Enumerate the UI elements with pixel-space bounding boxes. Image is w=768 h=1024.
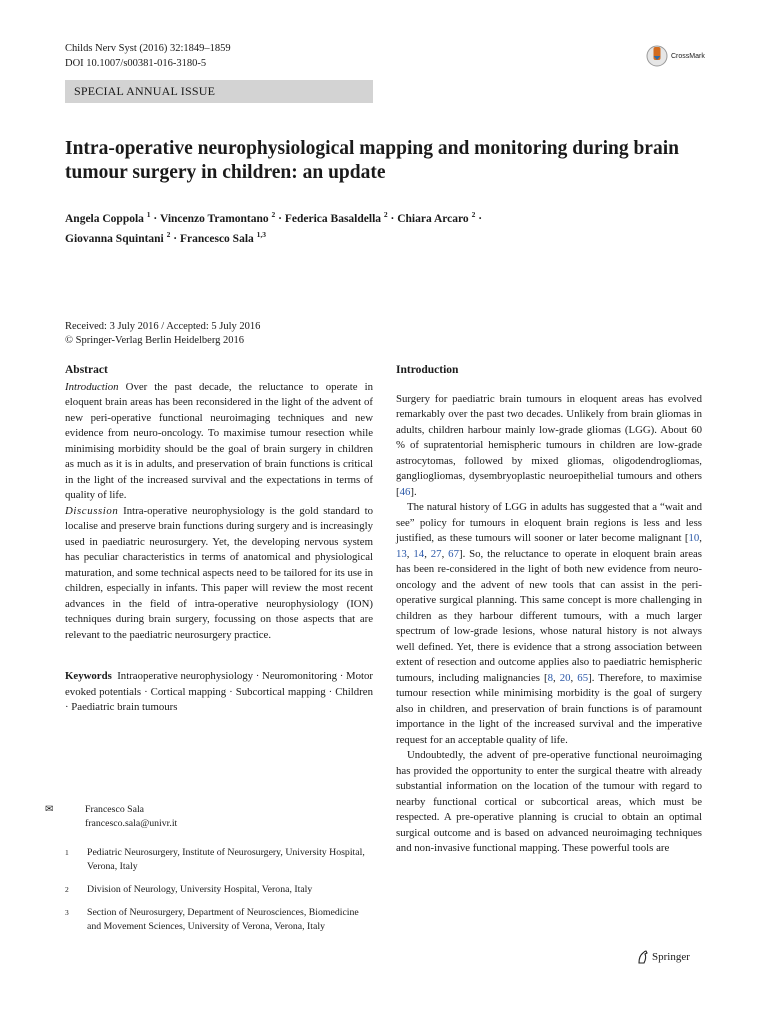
affiliation-number: 3 bbox=[65, 908, 69, 917]
affiliation-item bbox=[65, 906, 375, 934]
reference-link[interactable]: 46 bbox=[399, 485, 411, 498]
reference-link[interactable]: 20 bbox=[559, 671, 571, 684]
crossmark-label: CrossMark bbox=[671, 52, 705, 60]
journal-citation: Childs Nerv Syst (2016) 32:1849–1859 bbox=[65, 43, 231, 54]
abstract-heading: Abstract bbox=[65, 364, 108, 376]
affiliations bbox=[65, 846, 375, 943]
intro-p2-b: ]. So, the reluctance to operate in eloquent brain areas has been re-considered in the light of both new evidence from neuro-oncology and the advent of new tools that can assist in the peri-operative surgical planning. This same concept is more challenging in children as they harbour different tumours, with a much larger spectrum of low-grade lesions, whose natural history is not always well defined. Yet, there is evidence that a strong association between extent of resection and outcome applies also to paediatric hemispheric tumours, including malignancies [ bbox=[396, 547, 702, 684]
author-affiliation: 2 bbox=[471, 210, 476, 219]
author-list: Angela Coppola $^1$ · Vincenzo Tramontano $^2$ · Federica Basaldella $^2$ · Chiara Arcaro $^2$ · Giovanna Squintani $^2$ · Francesco Sala $^{1,3}$ bbox=[65, 210, 483, 245]
author-name[interactable]: Federica Basaldella bbox=[284, 213, 382, 225]
intro-paragraph-3: Undoubtedly, the advent of pre-operative functional neuroimaging has provided the opportunity to enter the surgical theatre with already substantial information on the location of the tumour with regard to nearby functional cortical or subcortical areas, which must be respected. A pre-operative planning is crucial to obtain an optimal surgical outcome and is based on advanced neuroimaging techniques and non-invasive functional mapping. These powerful tools are bbox=[396, 749, 702, 854]
intro-p1-text: Surgery for paediatric brain tumours in eloquent areas has evolved remarkably over the past two decades. Unlikely from brain gliomas in adults, children harbour mainly low-grade gliomas (LGG). About 60 % of supratentorial hemispheric tumours in children are low-grade astrocytomas, followed by mixed gliomas, oligodendrogliomas, gangliogliomas, dysembryoplastic neuroepithelial tumours and others [ bbox=[396, 392, 702, 498]
keywords bbox=[65, 669, 373, 716]
author-affiliation: 2 bbox=[166, 230, 171, 239]
reference-link[interactable]: 14 bbox=[413, 547, 425, 560]
springer-horse-icon bbox=[637, 950, 649, 964]
author-name[interactable]: Angela Coppola bbox=[65, 213, 144, 225]
author-name[interactable]: Vincenzo Tramontano bbox=[159, 213, 269, 225]
article-dates bbox=[65, 320, 260, 348]
affiliation-item bbox=[65, 846, 375, 874]
reference-link[interactable]: 8 bbox=[547, 671, 553, 684]
abstract-discussion bbox=[65, 504, 373, 644]
author-affiliation: 2 bbox=[383, 210, 388, 219]
reference-link[interactable]: 27 bbox=[430, 547, 442, 560]
intro-paragraph-1 bbox=[396, 392, 702, 501]
correspondence bbox=[45, 803, 373, 831]
abstract-intro-text: Over the past decade, the reluctance to operate in eloquent brain areas has been reconsidered in the light of the advent of new peri-operative functional neuroimaging techniques and new evidence from neuro-oncology. To maximise tumour resection while minimising morbidity should be the goal of brain surgery in children as much as it is in adults, and preservation of brain functions is critical in the light of the increased survival and the expectations in terms of quality of life. bbox=[65, 380, 373, 501]
publisher-name: Springer bbox=[652, 951, 690, 963]
abstract-introduction bbox=[65, 380, 373, 504]
reference-link[interactable]: 13 bbox=[396, 547, 407, 560]
author-affiliation: 2 bbox=[271, 210, 276, 219]
journal-citation-block bbox=[65, 41, 231, 71]
affiliation-item bbox=[65, 883, 375, 897]
correspondence-email[interactable]: francesco.sala@univr.it bbox=[85, 818, 178, 829]
intro-p1-end: ]. bbox=[410, 485, 417, 498]
intro-paragraph-2: The natural history of LGG in adults has suggested that a “wait and see” policy for tumours in eloquent brain regions is less and less justified, as these tumours will sooner or later become malignant [10, 13, 14, 27, 67]. So, the reluctance to operate in eloquent brain areas has been re-considered in the light of both new evidence from neuro-oncology and the advent of new tools that can assist in the peri-operative surgical planning. This same concept is more challenging in children as they harbour different tumours, with a much larger spectrum of low-grade lesions, whose natural history is not always well defined. Yet, there is evidence that a strong association between extent of resection and outcome applies also to paediatric hemispheric tumours, including malignancies [8, 20, 65]. Therefore, to maximise tumour resection while minimising morbidity is the goal of surgery also in children, and preservation of brain functions is of paramount importance in the light of the increased survival and the imperative request for an acceptable quality of life. bbox=[396, 501, 702, 746]
intro-p2-c: ]. Therefore, to maximise tumour resection while minimising morbidity is the goal of surgery also in children, and preservation of brain functions is of paramount importance in the light of the increased survival and the imperative request for an acceptable quality of life. bbox=[396, 671, 702, 746]
author-affiliation: 1,3 bbox=[256, 230, 267, 239]
affiliation-text: Pediatric Neurosurgery, Institute of Neurosurgery, University Hospital, Verona, Italy bbox=[87, 847, 365, 872]
introduction-section bbox=[396, 363, 702, 857]
doi[interactable]: DOI 10.1007/s00381-016-3180-5 bbox=[65, 58, 207, 69]
copyright: © Springer-Verlag Berlin Heidelberg 2016 bbox=[65, 335, 245, 346]
introduction-heading: Introduction bbox=[396, 364, 459, 376]
abstract-discussion-text: Intra-operative neurophysiology is the gold standard to localise and preserve brain functions during surgery and is increasingly used in paediatric neurosurgery. Yet, the developing nervous system has peculiar characteristics in terms of anatomical and physiological maturation, and some technical aspects need to be tailored for its use in children, especially in infants. This paper will review the most recent advances in the field of intra-operative neurophysiology (ION) techniques during brain surgery, focussing on those aspects that are relevant to the paediatric neurosurgery practice. bbox=[65, 504, 373, 641]
abstract-discussion-label: Discussion bbox=[65, 504, 119, 517]
author-name[interactable]: Francesco Sala bbox=[179, 233, 254, 245]
reference-link[interactable]: 10 bbox=[688, 532, 700, 544]
received-accepted: Received: 3 July 2016 / Accepted: 5 July 2016 bbox=[65, 321, 261, 332]
affiliation-text: Section of Neurosurgery, Department of Neurosciences, Biomedicine and Movement Sciences, University of Verona, Verona, Italy bbox=[87, 907, 359, 932]
keywords-label: Keywords bbox=[65, 670, 112, 682]
reference-link[interactable]: 67 bbox=[448, 547, 459, 560]
crossmark-badge[interactable] bbox=[646, 43, 705, 69]
correspondence-name: Francesco Sala bbox=[85, 804, 145, 815]
intro-p2-a: The natural history of LGG in adults has suggested that a “wait and see” policy for tumours in eloquent brain regions is less and less justified, as these tumours will sooner or later become malignant [ bbox=[396, 501, 702, 544]
springer-logo bbox=[637, 950, 690, 964]
author-name[interactable]: Chiara Arcaro bbox=[397, 213, 469, 225]
crossmark-icon bbox=[646, 43, 668, 69]
envelope-icon: ✉ bbox=[45, 804, 54, 815]
affiliation-number: 2 bbox=[65, 885, 69, 894]
special-issue-banner: SPECIAL ANNUAL ISSUE bbox=[65, 80, 373, 103]
author-affiliation: 1 bbox=[146, 210, 151, 219]
keywords-text: Intraoperative neurophysiology · Neuromonitoring · Motor evoked potentials · Cortical mapping · Subcortical mapping · Children · Paediatric brain tumours bbox=[65, 670, 373, 713]
affiliation-number: 1 bbox=[65, 848, 69, 857]
abstract-section bbox=[65, 363, 373, 716]
abstract-intro-label: Introduction bbox=[65, 380, 119, 393]
author-name[interactable]: Giovanna Squintani bbox=[65, 233, 164, 245]
correspondence-name-row bbox=[45, 803, 373, 817]
article-title: Intra-operative neurophysiological mapping and monitoring during brain tumour surgery in children: an update bbox=[65, 138, 679, 183]
affiliation-text: Division of Neurology, University Hospital, Verona, Italy bbox=[87, 884, 313, 895]
reference-link[interactable]: 65 bbox=[577, 671, 589, 684]
